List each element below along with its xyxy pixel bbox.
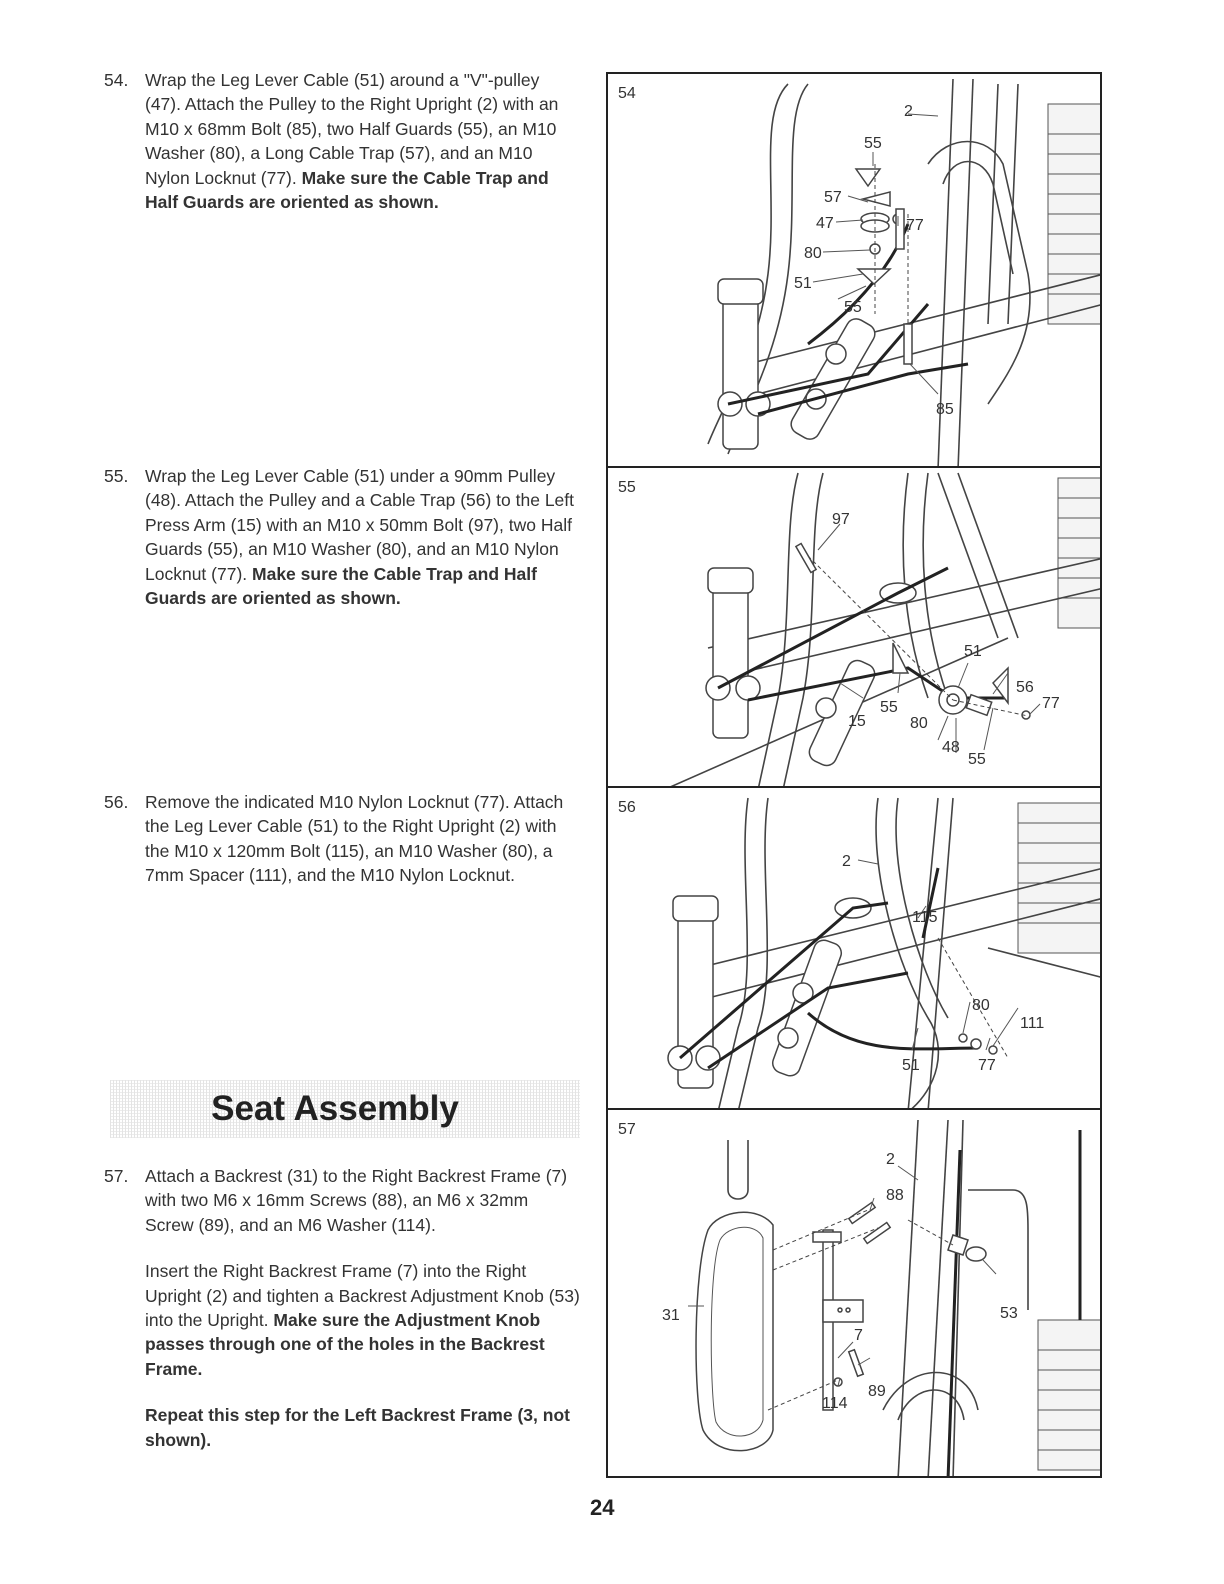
section-heading-text: Seat Assembly — [211, 1089, 459, 1128]
step-text: Remove the indicated M10 Nylon Locknut (77). Attach the Leg Lever Cable (51) to the Right Upright (2) with the M10 x 120mm Bolt (115), an M10 Washer (80), a 7mm Spacer (111), and the M10 Nylon Locknut. — [145, 792, 564, 886]
weight-stack — [1018, 803, 1102, 953]
callout: 77 — [1042, 695, 1060, 712]
callout: 55 — [844, 299, 862, 316]
section-heading — [110, 1080, 580, 1138]
callout: 51 — [964, 643, 982, 660]
callout: 7 — [854, 1327, 863, 1344]
step-warning: Make sure the Adjustment Knob passes through one of the holes in the Backrest Frame. — [145, 1310, 545, 1379]
figure-number: 56 — [618, 799, 636, 816]
step-note: Repeat this step for the Left Backrest Frame (3, not shown). — [145, 1405, 570, 1450]
weight-stack — [1038, 1320, 1102, 1470]
figure-56 — [606, 786, 1102, 1110]
figure-55-drawing — [608, 468, 1102, 788]
step-warning: Make sure the Cable Trap and Half Guards are oriented as shown. — [145, 563, 537, 609]
step-text-2: Insert the Right Backrest Frame (7) into the Right Upright (2) and tighten a Backrest Adjustment Knob (53) into the Upright. — [145, 1261, 580, 1331]
callout: 111 — [1020, 1015, 1045, 1032]
step-warning: Make sure the Cable Trap and Half Guards are oriented as shown. — [145, 167, 549, 213]
step-number: 55. — [104, 466, 129, 486]
callout: 85 — [936, 401, 954, 418]
callout: 53 — [1000, 1305, 1018, 1322]
step-number: 57. — [104, 1166, 129, 1186]
callout: 56 — [1016, 679, 1034, 696]
callout: 2 — [904, 103, 913, 120]
callout: 88 — [886, 1187, 904, 1204]
callout: 114 — [822, 1395, 848, 1412]
figure-number: 57 — [618, 1121, 636, 1138]
step-text: Wrap the Leg Lever Cable (51) around a "V"-pulley (47). Attach the Pulley to the Right Upright (2) with an M10 x 68mm Bolt (85), two Half Guards (55), an M10 Washer (80), a Long Cable Trap (57), and an M10 Nylon Locknut (77). — [145, 70, 559, 188]
figure-54 — [606, 72, 1102, 468]
callout: 31 — [662, 1307, 680, 1324]
callout: 80 — [972, 997, 990, 1014]
callout: 115 — [912, 909, 938, 926]
step-56 — [104, 790, 580, 888]
weight-stack — [1058, 478, 1102, 628]
callout: 80 — [910, 715, 928, 732]
step-number: 56. — [104, 792, 129, 812]
callout: 48 — [942, 739, 960, 756]
callout: 97 — [832, 511, 850, 528]
callout: 2 — [886, 1151, 895, 1168]
callout: 80 — [804, 245, 822, 262]
step-text: Wrap the Leg Lever Cable (51) under a 90mm Pulley (48). Attach the Pulley and a Cable Trap (56) to the Left Press Arm (15) with an M10 x 50mm Bolt (97), two Half Guards (55), an M10 Washer (80), and an M10 Nylon Locknut (77). — [145, 466, 575, 584]
callout: 15 — [848, 713, 866, 730]
callout: 55 — [880, 699, 898, 716]
page-number: 24 — [590, 1495, 615, 1520]
callout: 77 — [906, 217, 924, 234]
callout: 89 — [868, 1383, 886, 1400]
callout: 2 — [842, 853, 851, 870]
figure-57-drawing — [608, 1110, 1102, 1478]
callout: 55 — [864, 135, 882, 152]
figure-55 — [606, 466, 1102, 788]
step-55 — [104, 464, 580, 610]
callout: 51 — [794, 275, 812, 292]
step-54 — [104, 68, 580, 214]
figure-54-drawing — [608, 74, 1102, 468]
callout: 77 — [978, 1057, 996, 1074]
step-text: Attach a Backrest (31) to the Right Backrest Frame (7) with two M6 x 16mm Screws (88), an M6 x 32mm Screw (89), and an M6 Washer (114). — [145, 1166, 568, 1235]
figure-57 — [606, 1108, 1102, 1478]
callout: 51 — [902, 1057, 920, 1074]
step-57 — [104, 1164, 580, 1452]
backrest-pad — [696, 1212, 773, 1450]
figure-number: 54 — [618, 85, 636, 102]
figure-number: 55 — [618, 479, 636, 496]
figure-56-drawing — [608, 788, 1102, 1110]
step-number: 54. — [104, 70, 129, 90]
callout: 55 — [968, 751, 986, 768]
callout: 47 — [816, 215, 834, 232]
callout: 57 — [824, 189, 842, 206]
